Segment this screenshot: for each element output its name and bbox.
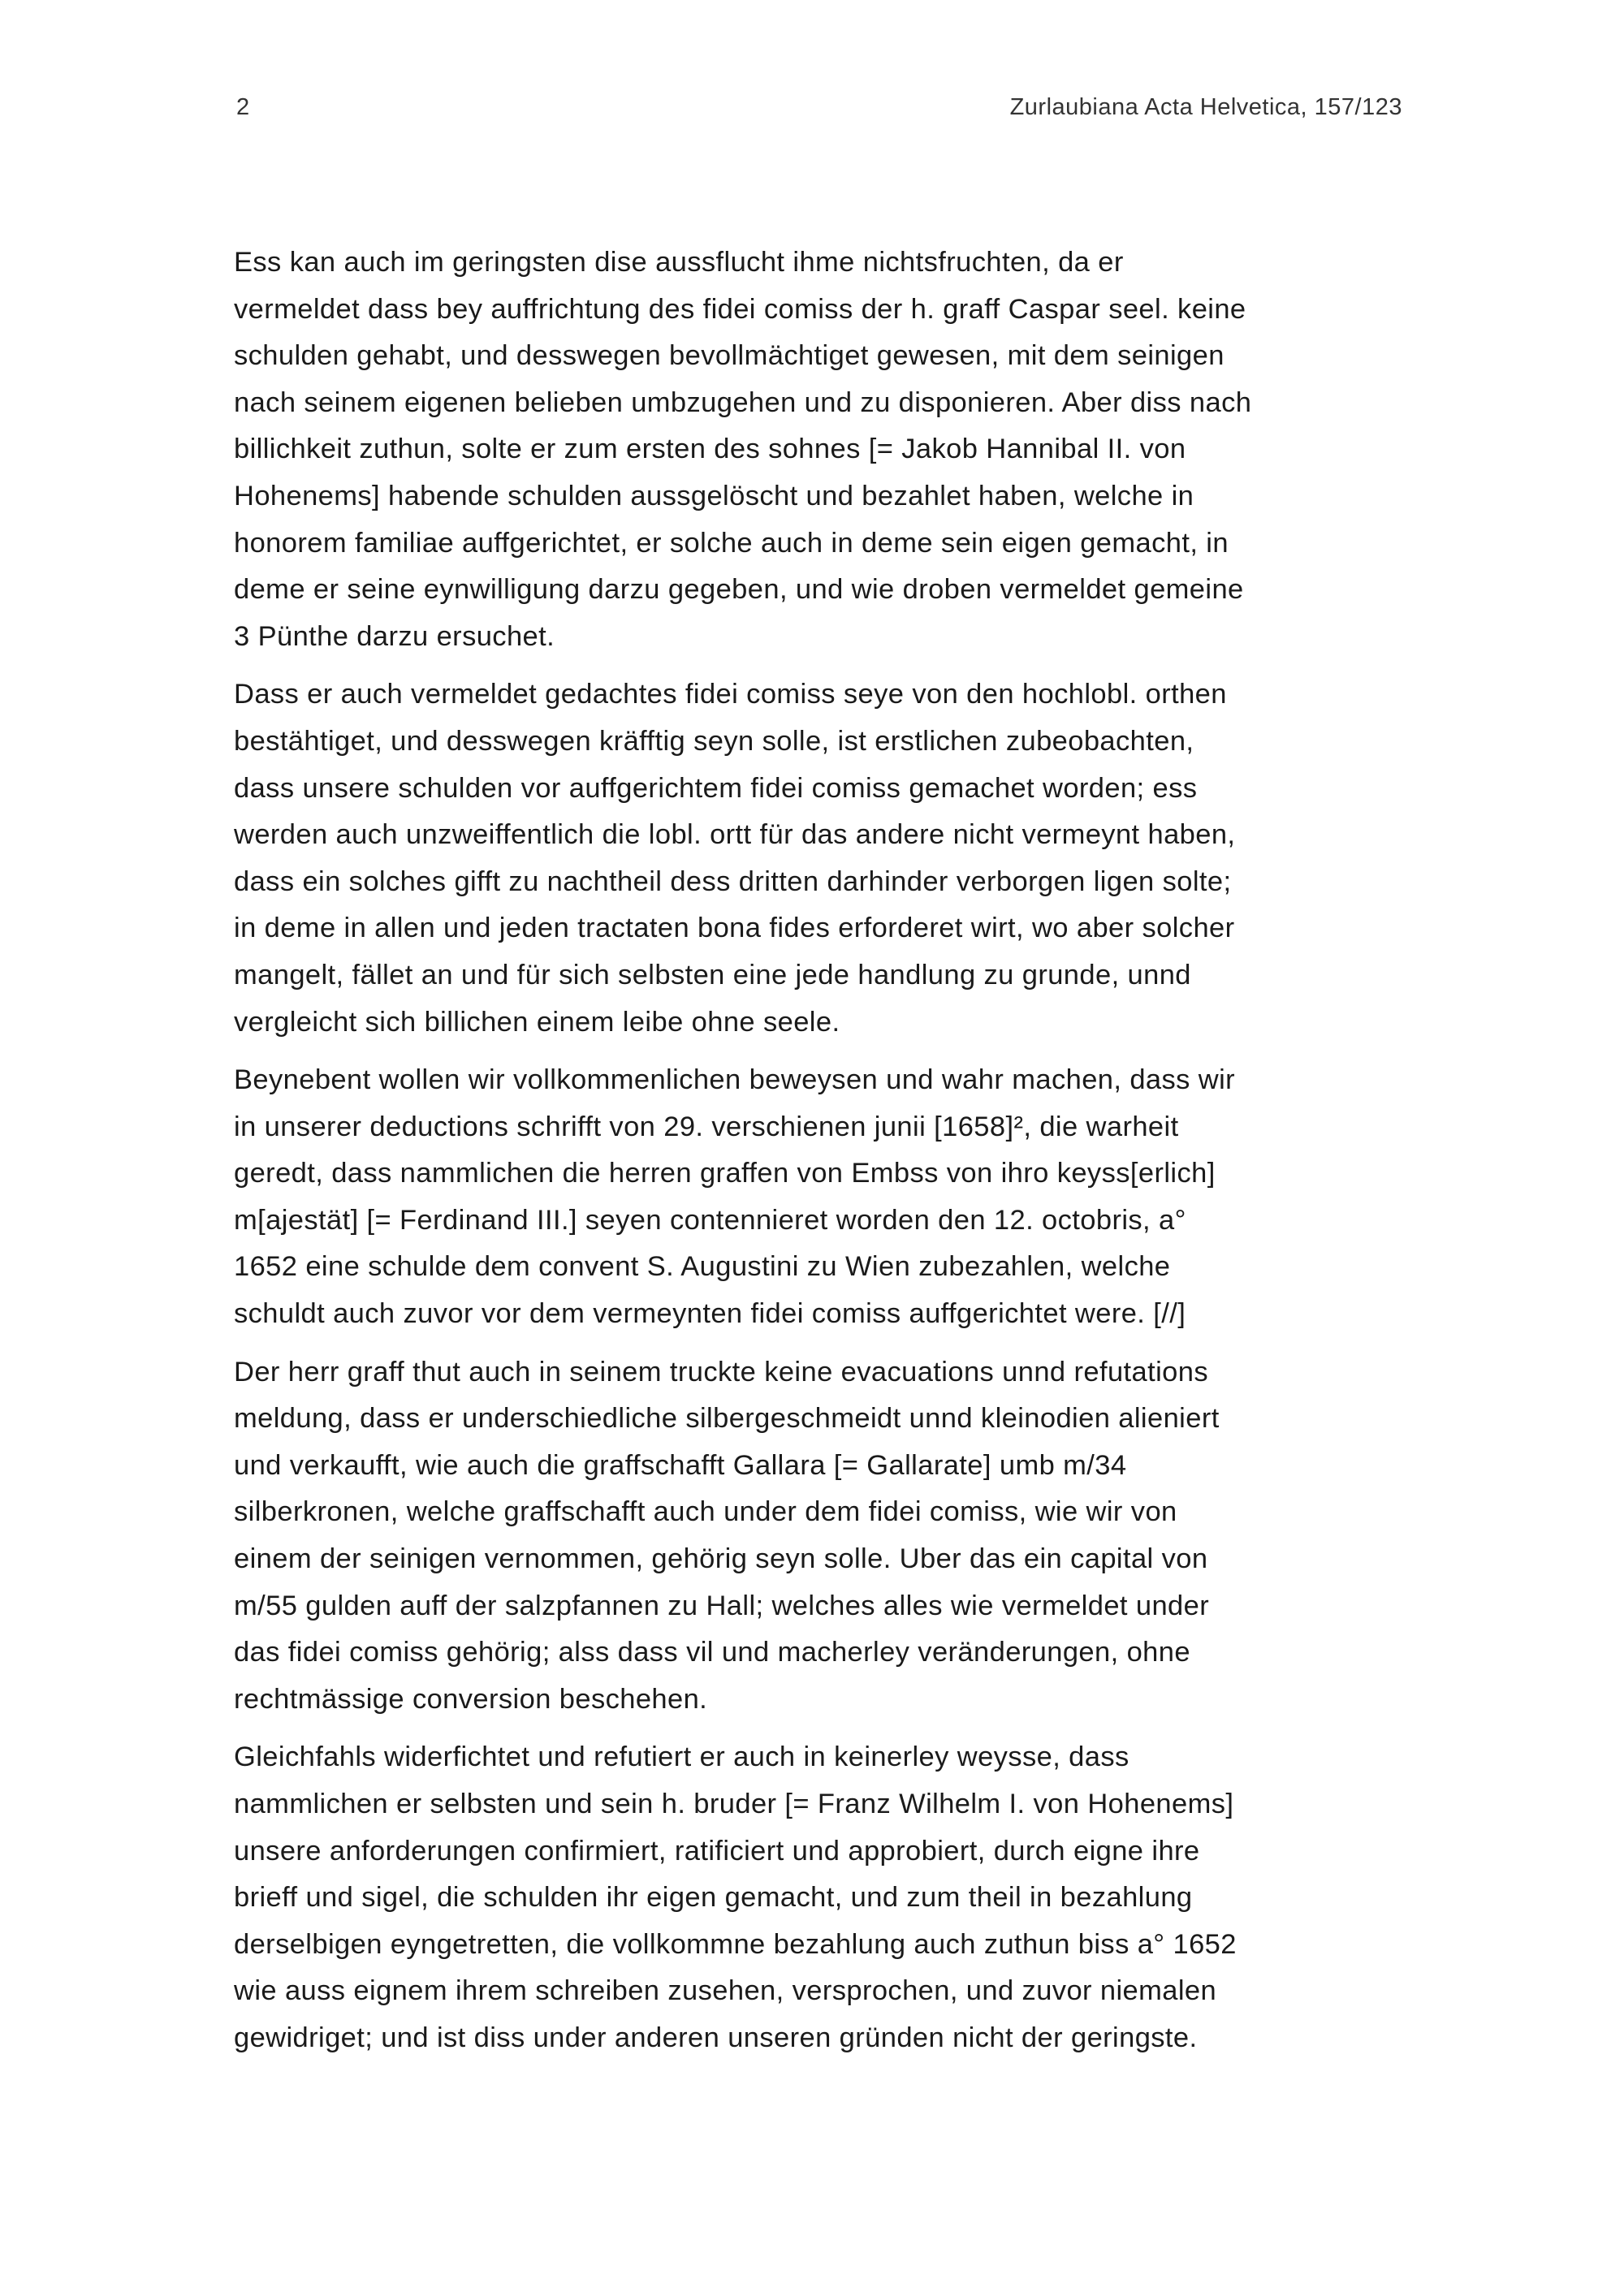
document-body [234, 240, 1419, 2074]
paragraph [234, 1734, 1419, 2061]
text-line: unsere anforderungen confirmiert, ratificiert und approbiert, durch eigne ihre [234, 1835, 1200, 1867]
text-line: vergleicht sich billichen einem leibe ohne seele. [234, 1006, 840, 1038]
paragraph [234, 1057, 1419, 1338]
text-line: nammlichen er selbsten und sein h. bruder [= Franz Wilhelm I. von Hohenems] [234, 1789, 1234, 1819]
text-line: dass ein solches gifft zu nachtheil dess dritten darhinder verborgen ligen solte; [234, 865, 1232, 897]
text-line: billichkeit zuthun, solte er zum ersten des sohnes [= Jakob Hannibal II. von [234, 434, 1186, 465]
text-line: m/55 gulden auff der salzpfannen zu Hall; welches alles wie vermeldet under [234, 1590, 1210, 1621]
paragraph [234, 671, 1419, 1046]
text-line: mangelt, fället an und für sich selbsten eine jede handlung zu grunde, unnd [234, 959, 1191, 990]
text-line: wie auss eignem ihrem schreiben zusehen, versprochen, und zuvor niemalen [234, 1975, 1217, 2007]
text-line: Hohenems] habende schulden aussgelöscht und bezahlet haben, welche in [234, 480, 1194, 511]
running-title: Zurlaubiana Acta Helvetica, 157/123 [1009, 94, 1402, 120]
text-line: schulden gehabt, und desswegen bevollmächtiget gewesen, mit dem seinigen [234, 340, 1224, 372]
text-line: silberkronen, welche graffschafft auch under dem fidei comiss, wie wir von [234, 1496, 1177, 1528]
paragraph [234, 240, 1419, 660]
text-line: Ess kan auch im geringsten dise aussflucht ihme nichtsfruchten, da er [234, 247, 1124, 278]
text-line: derselbigen eyngetretten, die vollkommne bezahlung auch zuthun biss a° 1652 [234, 1928, 1237, 1960]
text-line: dass unsere schulden vor auffgerichtem fidei comiss gemachet worden; ess [234, 772, 1198, 804]
text-line: und verkaufft, wie auch die graffschafft Gallara [= Gallarate] umb m/34 [234, 1449, 1127, 1481]
text-line: Dass er auch vermeldet gedachtes fidei comiss seye von den hochlobl. orthen [234, 679, 1227, 710]
text-line: rechtmässige conversion beschehen. [234, 1683, 708, 1715]
text-line: geredt, dass nammlichen die herren graffen von Embss von ihro keyss[erlich] [234, 1158, 1216, 1189]
text-line: brieff und sigel, die schulden ihr eigen gemacht, und zum theil in bezahlung [234, 1882, 1193, 1914]
text-line: bestähtiget, und desswegen kräfftig seyn solle, ist erstlichen zubeobachten, [234, 725, 1194, 757]
page-header [236, 94, 1402, 127]
text-line: in deme in allen und jeden tractaten bona fides erforderet wirt, wo aber solcher [234, 913, 1235, 944]
text-line: werden auch unzweiffentlich die lobl. ortt für das andere nicht vermeynt haben, [234, 819, 1236, 851]
text-line: deme er seine eynwilligung darzu gegeben, und wie droben vermeldet gemeine [234, 574, 1244, 606]
text-line: honorem familiae auffgerichtet, er solche auch in deme sein eigen gemacht, in [234, 527, 1229, 559]
text-line: Der herr graff thut auch in seinem truckte keine evacuations unnd refutations [234, 1356, 1208, 1388]
text-line: das fidei comiss gehörig; alss dass vil und macherley veränderungen, ohne [234, 1637, 1190, 1668]
text-line: 1652 eine schulde dem convent S. Augustini zu Wien zubezahlen, welche [234, 1251, 1171, 1283]
text-line: Beynebent wollen wir vollkommenlichen beweysen und wahr machen, dass wir [234, 1064, 1236, 1096]
text-line: einem der seinigen vernommen, gehörig seyn solle. Uber das ein capital von [234, 1543, 1208, 1575]
text-line: nach seinem eigenen belieben umbzugehen und zu disponieren. Aber diss nach [234, 386, 1252, 418]
text-line: m[ajestät] [= Ferdinand III.] seyen contennieret worden den 12. octobris, a° [234, 1204, 1186, 1236]
text-line: vermeldet dass bey auffrichtung des fidei comiss der h. graff Caspar seel. keine [234, 293, 1246, 325]
text-line: schuldt auch zuvor vor dem vermeynten fidei comiss auffgerichtet were. [//] [234, 1298, 1186, 1330]
page-number: 2 [236, 94, 250, 120]
text-line: in unserer deductions schrifft von 29. verschienen junii [1658]², die warheit [234, 1111, 1179, 1142]
paragraph [234, 1349, 1419, 1724]
text-line: 3 Pünthe darzu ersuchet. [234, 620, 555, 652]
text-line: meldung, dass er underschiedliche silbergeschmeidt unnd kleinodien alieniert [234, 1403, 1220, 1435]
text-line: gewidriget; und ist diss under anderen unseren gründen nicht der geringste. [234, 2022, 1198, 2053]
text-line: Gleichfahls widerfichtet und refutiert er auch in keinerley weysse, dass [234, 1741, 1129, 1773]
